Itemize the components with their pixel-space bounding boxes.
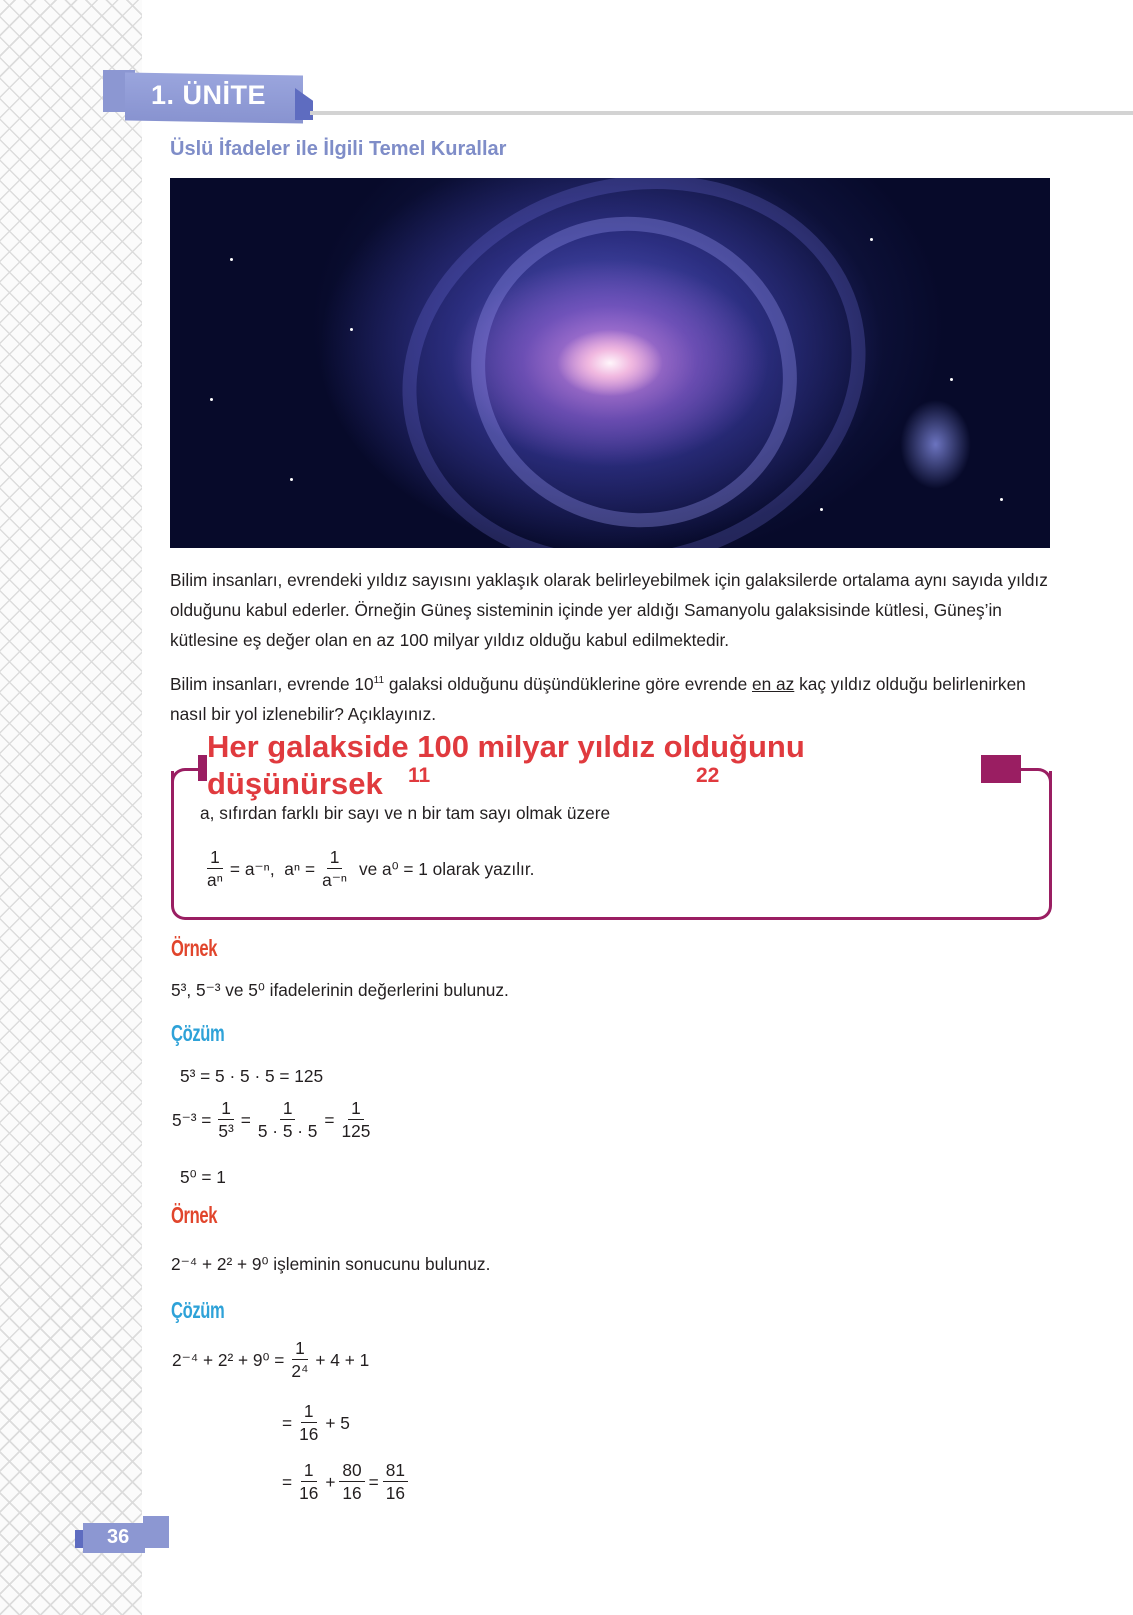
example-1-line-3: 5⁰ = 1 (180, 1167, 226, 1187)
header-rule (310, 111, 1133, 115)
unit-banner (103, 68, 313, 120)
side-pattern (0, 0, 142, 1615)
example-1-question: 5³, 5⁻³ ve 5⁰ ifadelerinin değerlerini bulunuz. (171, 980, 509, 1000)
example-2-question: 2⁻⁴ + 2² + 9⁰ işleminin sonucunu bulunuz. (171, 1254, 491, 1274)
intro-paragraph-2: Bilim insanları, evrende $10^{11}$ galaksi olduğunu düşündüklerine göre evrende en az kaç yıldız olduğu belirlenirken nasıl bir yol izlenebilir? Açıklayınız. (170, 673, 1026, 724)
box-marker-right (981, 755, 1021, 783)
box-marker-left (198, 755, 207, 781)
example-2-solution-heading: Çözüm (171, 1297, 225, 1323)
handwritten-num-1: 11 (408, 764, 431, 787)
example-1-heading: Örnek (171, 935, 218, 961)
example-1-line-2: 5⁻³ = $\frac{1}{\text{5³}}$ = $\frac{1}{5 \cdot 5 \cdot 5}$ = $\frac{1}{125}$ (172, 1098, 371, 1142)
example-2-heading: Örnek (171, 1202, 218, 1228)
example-1-line-1: 5³ = 5 · 5 · 5 = 125 (180, 1066, 324, 1086)
rule-formula: $\frac{1}{\text{aⁿ}}$ = a⁻ⁿ, aⁿ = $\frac{1}{\text{a⁻ⁿ}}$ ve a⁰ = 1 olarak yazılır. (207, 847, 535, 891)
page-number-badge (75, 1516, 170, 1554)
rule-condition: a, sıfırdan farklı bir sayı ve n bir tam sayı olmak üzere (200, 803, 611, 823)
handwritten-answer: Her galakside 100 milyar yıldız olduğunu düşünürsek (207, 729, 805, 801)
page-number: 36 (107, 1526, 130, 1548)
galaxy-image (170, 178, 1050, 548)
example-1-solution-heading: Çözüm (171, 1020, 225, 1046)
example-2-step-3: = $\frac{1}{16}$ + $\frac{80}{16}$ = $\frac{81}{16}$ (282, 1462, 412, 1503)
intro-paragraph-1: Bilim insanları, evrendeki yıldız sayısını yaklaşık olarak belirleyebilmek için galaksilerde ortalama aynı sayıda yıldız olduğunu kabul ederler. Örneğin Güneş sisteminin içinde yer aldığı Samanyolu galaksisinde kütlesi, Güneş’in kütlesine eş değer olan en az 100 milyar yıldız olduğu kabul edilmektedir. (170, 570, 1048, 650)
handwritten-num-2: 22 (696, 764, 720, 787)
unit-label: 1. ÜNİTE (151, 80, 267, 110)
example-2-step-1: 2⁻⁴ + 2² + 9⁰ = $\frac{1}{\text{2⁴}}$ + 4 + 1 (172, 1338, 370, 1382)
example-2-step-2: = $\frac{1}{16}$ + 5 (282, 1401, 350, 1445)
section-title: Üslü İfadeler ile İlgili Temel Kurallar (170, 138, 507, 160)
